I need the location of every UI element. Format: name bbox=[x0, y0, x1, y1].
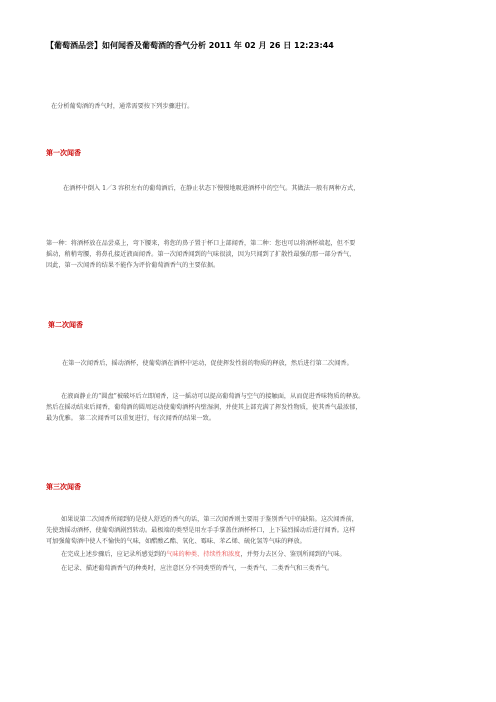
section-heading-3: 第三次闻香 bbox=[46, 483, 81, 491]
section-3-p2-pre: 在完成上述步骤后，应记录所感觉到的 bbox=[61, 551, 167, 558]
section-1-p2-line-3: 因此，第一次闻香的结果不能作为评价葡萄酒香气的主要依据。 bbox=[46, 262, 220, 269]
section-3-p1-line-1: 如果说第二次闻香所闻到的是使人舒适的香气的话，第三次闻香则主要用于鉴别香气中的缺陷。这次闻香前， bbox=[61, 516, 358, 523]
intro-paragraph bbox=[51, 101, 193, 112]
section-2-paragraph-1 bbox=[62, 358, 353, 369]
section-3-paragraph-1 bbox=[46, 514, 358, 547]
section-1-p1-text: 在酒杯中倒入 1／3 容积左右的葡萄酒后，在静止状态下慢慢地吸进酒杯中的空气。其做法一般有两种方式， bbox=[63, 185, 360, 192]
section-3-paragraph-2 bbox=[61, 549, 346, 560]
section-3-paragraph-3 bbox=[61, 563, 333, 574]
section-2-paragraph-2 bbox=[46, 391, 364, 424]
section-3-p2-line bbox=[61, 549, 346, 560]
section-2-p2-line-2: 然后在摇动结束后闻香，葡萄酒的圆周运动使葡萄酒杯内壁湿润，并使其上部充满了挥发性物质，使其香气最浓郁， bbox=[46, 404, 362, 411]
section-heading-2: 第二次闻香 bbox=[48, 321, 83, 329]
section-3-p3-text: 在记录、描述葡萄酒香气的种类时，应注意区分不同类型的香气，一类香气、二类香气和三类香气。 bbox=[61, 565, 334, 572]
section-heading-1: 第一次闻香 bbox=[46, 149, 81, 157]
section-2-p1-text: 在第一次闻香后，摇动酒杯，使葡萄酒在酒杯中运动，促使挥发性弱的物质的释放，然后进行第二次闻香。 bbox=[62, 360, 353, 367]
intro-text: 在分析葡萄酒的香气时，通常需要按下列步骤进行。 bbox=[51, 103, 194, 110]
document-title: 【葡萄酒品尝】如何闻香及葡萄酒的香气分析 2011 年 02 月 26 日 12:23:44 bbox=[46, 41, 334, 50]
section-1-p2-line-1: 第一种：将酒杯放在品尝桌上，弯下腰来，将您的鼻子置于杯口上部闻香，第二种：您也可以将酒杯端起，但不要 bbox=[46, 240, 356, 247]
section-1-paragraph-2 bbox=[46, 238, 355, 271]
section-1-p2-line-2: 摇动，稍稍弯腰，将鼻孔接近液面闻香。第一次闻香闻到的气味很淡，因为只闻到了扩散性最强的那一部分香气， bbox=[46, 251, 356, 258]
section-1-paragraph-1 bbox=[63, 183, 359, 194]
section-3-p1-line-2: 先使劲摇动酒杯，使葡萄酒剧烈转动。最极端的类型是用左手手掌盖住酒杯杯口，上下猛烈摇动后进行闻香。这样 bbox=[46, 527, 356, 534]
highlighted-text: 气味的种类、持续性和浓度 bbox=[166, 551, 241, 558]
section-2-p2-line-3: 最为优雅。 第二次闻香可以重复进行，每次闻香的结果一致。 bbox=[46, 415, 216, 422]
section-3-p2-post: ，并努力去区分、鉴别所闻到的气味。 bbox=[240, 551, 346, 558]
section-2-p2-line-1: 在液面静止的“圆盘”被破坏后立即闻香，这一摇动可以提高葡萄酒与空气的接触面，从而促进香味物质的释放。 bbox=[61, 393, 365, 400]
section-3-p1-line-3: 可加强葡萄酒中使人不愉快的气味，如醋酸乙酯、氧化、霉味、苯乙烯、硫化氢等气味的释放。 bbox=[46, 538, 306, 545]
